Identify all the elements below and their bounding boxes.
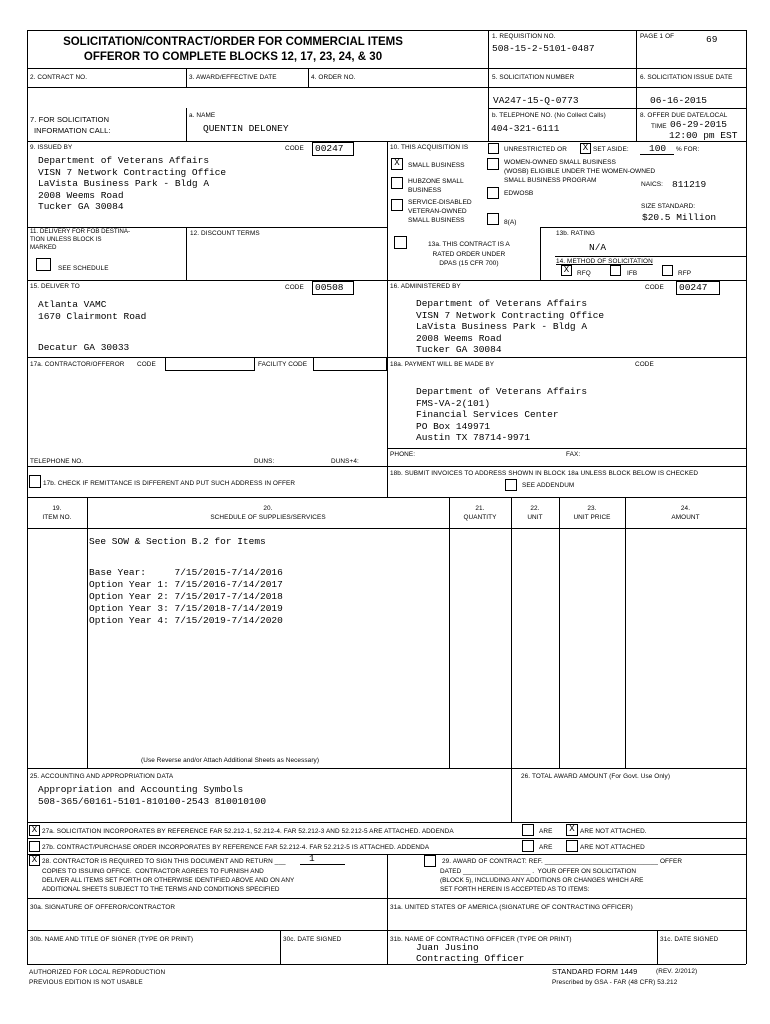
sdvosb-label: SERVICE-DISABLED VETERAN-OWNED SMALL BUSINESS [408,199,472,224]
schedule-line-1[interactable]: See SOW & Section B.2 for Items [89,536,266,547]
page-label: PAGE 1 OF [640,33,675,40]
issued-by-label: 9. ISSUED BY [30,144,73,151]
offer-due-date[interactable]: 06-29-2015 [670,119,728,130]
see-addendum-label: SEE ADDENDUM [522,482,575,489]
28-text-2: COPIES TO ISSUING OFFICE. CONTRACTOR AGREES TO FURNISH AND DELIVER ALL ITEMS SET FORTH OR OTHERWISE IDENTIFIED ABOVE AND ON ANY ADDITIONAL SHEETS SUBJECT TO THE TERMS AND CONDITIONS SPECIFIED [42,868,295,893]
payment-fax-label: FAX: [566,451,581,458]
rating-label: 13b. RATING [556,230,595,237]
hubzone-checkbox[interactable] [391,177,403,189]
27b-text: 27b. CONTRACT/PURCHASE ORDER INCORPORATES BY REFERENCE FAR 52.212-4. FAR 52.212-5 IS ATTACHED. ADDENDA [42,844,430,851]
footer-previous-edition: PREVIOUS EDITION IS NOT USABLE [29,979,143,986]
set-aside-label: SET ASIDE: [593,146,629,153]
administered-by-address[interactable]: Department of Veterans Affairs VISN 7 Network Contracting Office LaVista Business Park - Bldg A 2008 Weems Road Tucker GA 30084 [416,298,605,355]
wosb-label: WOMEN-OWNED SMALL BUSINESS (WOSB) ELIGIBLE UNDER THE WOMEN-OWNED SMALL BUSINESS PROGRAM [504,159,656,184]
8a-checkbox[interactable] [487,213,499,225]
27b-are-not-checkbox[interactable] [566,840,578,852]
col-unit-price-num: 23. [587,505,597,512]
issued-by-code: 00247 [315,143,344,154]
col-unit-price: UNIT PRICE [573,514,611,521]
offer-due-time[interactable]: 12:00 pm EST [669,130,738,141]
issue-date-label: 6. SOLICITATION ISSUE DATE [640,74,733,81]
remittance-label: 17b. CHECK IF REMITTANCE IS DIFFERENT AND PUT SUCH ADDRESS IN OFFER [43,480,296,487]
contractor-label: 17a. CONTRACTOR/OFFEROR [30,361,125,368]
solicitation-number-label: 5. SOLICITATION NUMBER [492,74,575,81]
facility-code-box[interactable] [313,357,387,371]
rated-order-checkbox[interactable] [394,236,407,249]
8a-label: 8(A) [504,219,517,226]
submit-invoices-label: 18b. SUBMIT INVOICES TO ADDRESS SHOWN IN BLOCK 18a UNLESS BLOCK BELOW IS CHECKED [390,470,699,477]
27a-checkbox[interactable]: X [29,825,40,836]
deliver-to-address[interactable]: Atlanta VAMC 1670 Clairmont Road [38,299,147,322]
issued-by-address[interactable]: Department of Veterans Affairs VISN 7 Network Contracting Office LaVista Business Park - Bldg A 2008 Weems Road Tucker GA 30084 [38,155,227,212]
27a-are-checkbox[interactable] [522,824,534,836]
wosb-checkbox[interactable] [487,158,499,170]
payment-phone-label: PHONE: [390,451,416,458]
requisition-label: 1. REQUISITION NO. [492,33,556,40]
27a-are-label: ARE [539,828,553,835]
size-standard-value[interactable]: $20.5 Million [642,212,717,223]
contractor-code-box[interactable] [165,357,255,371]
administered-by-code: 00247 [679,282,708,293]
col-amount-num: 24. [680,505,691,512]
rated-order-label: 13a. THIS CONTRACT IS A RATED ORDER UNDER DPAS (15 CFR 700) [428,241,510,267]
name-label: a. NAME [189,112,216,119]
ifb-checkbox[interactable] [610,265,621,276]
duns-label: DUNS: [254,458,275,465]
30c-label: 30c. DATE SIGNED [283,936,342,943]
naics-label: NAICS: [641,181,663,188]
accounting-line-2[interactable]: 508-365/60161-5101-810100-2543 810010100 [38,796,267,807]
30b-label: 30b. NAME AND TITLE OF SIGNER (TYPE OR PRINT) [30,936,194,943]
requisition-value[interactable]: 508-15-2-5101-0487 [492,43,595,54]
contact-name[interactable]: QUENTIN DELONEY [203,123,289,134]
edwosb-checkbox[interactable] [487,187,499,199]
see-schedule-checkbox[interactable] [36,258,51,271]
edwosb-label: EDWOSB [504,190,534,197]
administered-by-label: 16. ADMINISTERED BY [390,283,461,290]
col-schedule-num: 20. [263,505,273,512]
schedule-years[interactable]: Base Year: 7/15/2015-7/14/2016 Option Year 1: 7/15/2016-7/14/2017 Option Year 2: 7/15/2017-7/14/2018 Option Year 3: 7/15/2018-7/14/2019 Option Year 4: 7/15/2019-7/14/2020 [89,567,283,626]
ifb-label: IFB [627,270,638,277]
issue-date-value[interactable]: 06-16-2015 [650,95,708,106]
small-business-label: SMALL BUSINESS [408,162,465,169]
set-aside-percent[interactable]: 100 [649,143,667,154]
col-unit: UNIT [527,514,543,521]
27a-text: 27a. SOLICITATION INCORPORATES BY REFERENCE FAR 52.212-1, 52.212-4. FAR 52.212-3 AND 52.212-5 ARE ATTACHED. ADDENDA [42,828,454,835]
payment-address[interactable]: Department of Veterans Affairs FMS-VA-2(101) Financial Services Center PO Box 149971 Austin TX 78714-9971 [416,386,588,443]
payment-code-label: CODE [635,361,654,368]
30a-label: 30a. SIGNATURE OF OFFEROR/CONTRACTOR [30,904,176,911]
col-amount: AMOUNT [671,514,700,521]
footer-reproduction: AUTHORIZED FOR LOCAL REPRODUCTION [29,969,166,976]
27a-are-not-checkbox[interactable]: X [566,824,578,836]
unrestricted-checkbox[interactable] [488,143,499,154]
27a-are-not-label: ARE NOT ATTACHED. [580,828,647,835]
col-quantity: QUANTITY [463,514,497,521]
footer-prescribed: Prescribed by GSA - FAR (48 CFR) 53.212 [552,979,678,986]
31c-label: 31c. DATE SIGNED [660,936,719,943]
deliver-to-code: 00508 [315,282,344,293]
for-info-label-2: INFORMATION CALL: [34,126,111,135]
facility-code-label: FACILITY CODE [258,361,308,368]
duns4-label: DUNS+4: [331,458,359,465]
27b-checkbox[interactable] [29,841,40,852]
remittance-checkbox[interactable] [29,475,41,488]
method-solicitation-label: 14. METHOD OF SOLICITATION [556,258,653,265]
28-copies-value[interactable]: 1 [309,853,315,864]
small-business-checkbox[interactable]: X [391,158,403,170]
29-text-2: DATED ___________________ . YOUR OFFER ON SOLICITATION (BLOCK 5), INCLUDING ANY ADDITIONS OR CHANGES WHICH ARE SET FORTH HEREIN IS ACCEPTED AS TO ITEMS: [440,868,644,893]
page-total: 69 [706,34,718,45]
rfp-label: RFP [678,270,692,277]
col-item-no-num: 19. [52,505,62,512]
hubzone-label: HUBZONE SMALL BUSINESS [408,178,464,194]
contract-no-label: 2. CONTRACT NO. [30,74,88,81]
col-quantity-num: 21. [475,505,485,512]
28-text: 28. CONTRACTOR IS REQUIRED TO SIGN THIS DOCUMENT AND RETURN ___ [42,858,286,865]
unrestricted-label: UNRESTRICTED OR [504,146,567,153]
delivery-fob-label: 11. DELIVERY FOR FOB DESTINA- TION UNLESS BLOCK IS MARKED [30,228,131,251]
form-title: SOLICITATION/CONTRACT/ORDER FOR COMMERCIAL ITEMS [63,36,403,48]
col-unit-num: 22. [530,505,540,512]
rfq-checkbox[interactable]: X [561,265,572,276]
for-info-label: 7. FOR SOLICITATION [30,115,110,124]
form-subtitle: OFFEROR TO COMPLETE BLOCKS 12, 17, 23, 24, & 30 [83,51,383,63]
see-addendum-checkbox[interactable] [505,479,517,491]
accounting-label: 25. ACCOUNTING AND APPROPRIATION DATA [30,773,174,780]
27b-are-label: ARE [539,844,553,851]
solicitation-number-value[interactable]: VA247-15-Q-0773 [493,95,579,106]
accounting-line-1[interactable]: Appropriation and Accounting Symbols [38,784,244,795]
time-label: TIME [651,123,667,130]
contractor-telephone-label: TELEPHONE NO. [30,458,84,465]
acquisition-label: 10. THIS ACQUISITION IS [390,144,469,151]
naics-value[interactable]: 811219 [672,179,707,190]
contractor-code-label: CODE [137,361,156,368]
27b-are-checkbox[interactable] [522,840,534,852]
award-date-label: 3. AWARD/EFFECTIVE DATE [189,74,277,81]
payment-label: 18a. PAYMENT WILL BE MADE BY [390,361,495,368]
total-award-label: 26. TOTAL AWARD AMOUNT (For Govt. Use Only) [521,773,671,780]
29-text: 29. AWARD OF CONTRACT: REF. _______________________________ OFFER [442,858,683,865]
phone-label: b. TELEPHONE NO. (No Collect Calls) [492,112,606,119]
issued-by-code-label: CODE [285,145,304,152]
offer-due-label: 8. OFFER DUE DATE/LOCAL [640,112,728,119]
order-no-label: 4. ORDER NO. [311,74,356,81]
col-schedule: SCHEDULE OF SUPPLIES/SERVICES [210,514,326,521]
31b-label: 31b. NAME OF CONTRACTING OFFICER (TYPE OR PRINT) [390,936,572,943]
rfq-label: RFQ [577,270,591,277]
percent-for-label: % FOR: [676,146,700,153]
sdvosb-checkbox[interactable] [391,199,403,211]
footer-form-name: STANDARD FORM 1449 [552,967,638,976]
31a-label: 31a. UNITED STATES OF AMERICA (SIGNATURE OF CONTRACTING OFFICER) [390,904,633,911]
set-aside-checkbox[interactable]: X [580,143,591,154]
officer-name[interactable]: Juan Jusino [416,942,479,953]
27b-are-not-label: ARE NOT ATTACHED [580,844,645,851]
rfp-checkbox[interactable] [662,265,673,276]
size-standard-label: SIZE STANDARD: [641,203,696,210]
schedule-footer-note: (Use Reverse and/or Attach Additional Sheets as Necessary) [141,757,320,764]
col-item-no: ITEM NO. [42,514,72,521]
contact-phone[interactable]: 404-321-6111 [491,123,560,134]
deliver-to-city[interactable]: Decatur GA 30033 [38,342,130,353]
footer-revision: (REV. 2/2012) [656,968,698,975]
administered-by-code-label: CODE [645,284,664,291]
deliver-to-code-label: CODE [285,284,304,291]
discount-terms-label: 12. DISCOUNT TERMS [190,230,260,237]
rating-value[interactable]: N/A [589,242,607,253]
see-schedule-label: SEE SCHEDULE [58,265,109,272]
28-checkbox[interactable]: X [29,855,40,866]
29-checkbox[interactable] [424,855,436,867]
deliver-to-label: 15. DELIVER TO [30,283,80,290]
officer-title[interactable]: Contracting Officer [416,953,525,964]
